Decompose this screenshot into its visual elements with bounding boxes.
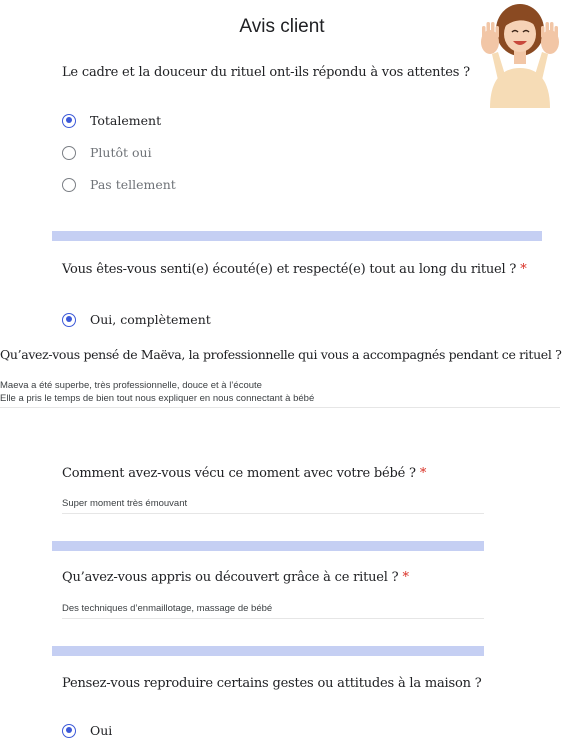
radio-unselected-icon[interactable] [62, 146, 76, 160]
radio-selected-icon[interactable] [62, 313, 76, 327]
radio-selected-icon[interactable] [62, 724, 76, 738]
option-label: Oui [90, 723, 113, 738]
option-pas-tellement[interactable] [62, 177, 176, 192]
answer-maeva-line2[interactable]: Elle a pris le temps de bien tout nous expliquer en nous connectant à bébé [0, 393, 315, 404]
answer-underline [0, 407, 560, 408]
section-divider [52, 541, 484, 551]
option-label: Totalement [90, 113, 162, 128]
question-reproduire: Pensez-vous reproduire certains gestes ou attitudes à la maison ? [62, 676, 482, 691]
option-plutot-oui[interactable] [62, 145, 152, 160]
woman-waving-illustration [476, 0, 564, 108]
required-asterisk: * [520, 262, 527, 277]
section-divider [52, 646, 484, 656]
question-appris [62, 570, 409, 585]
answer-underline [62, 618, 484, 619]
option-totalement[interactable] [62, 113, 161, 128]
option-label: Oui, complètement [90, 312, 211, 327]
option-label: Plutôt oui [90, 145, 152, 160]
option-oui[interactable] [62, 723, 112, 738]
question-ecoute-respect [62, 262, 527, 277]
answer-maeva-line1[interactable]: Maeva a été superbe, très professionnelle, douce et à l’écoute [0, 380, 262, 391]
section-divider [52, 231, 542, 241]
page-title: Avis client [239, 16, 325, 37]
question-text: Qu’avez-vous appris ou découvert grâce à ce rituel ? [62, 570, 399, 585]
radio-unselected-icon[interactable] [62, 178, 76, 192]
question-vecu-bebe [62, 466, 426, 481]
required-asterisk: * [419, 466, 427, 481]
question-maeva: Qu’avez-vous pensé de Maëva, la professionnelle qui vous a accompagnés pendant ce rituel ? [0, 347, 562, 362]
option-label: Pas tellement [90, 177, 176, 192]
answer-vecu-bebe[interactable]: Super moment très émouvant [62, 498, 188, 509]
question-text: Vous êtes-vous senti(e) écouté(e) et respecté(e) tout au long du rituel ? [62, 262, 517, 277]
radio-selected-icon[interactable] [62, 114, 76, 128]
option-oui-completement[interactable] [62, 312, 211, 327]
answer-appris[interactable]: Des techniques d’enmaillotage, massage de bébé [62, 603, 273, 614]
required-asterisk: * [402, 570, 409, 585]
answer-underline [62, 513, 484, 514]
question-cadre-douceur: Le cadre et la douceur du rituel ont-ils répondu à vos attentes ? [62, 65, 470, 80]
question-text: Comment avez-vous vécu ce moment avec votre bébé ? [62, 466, 416, 481]
